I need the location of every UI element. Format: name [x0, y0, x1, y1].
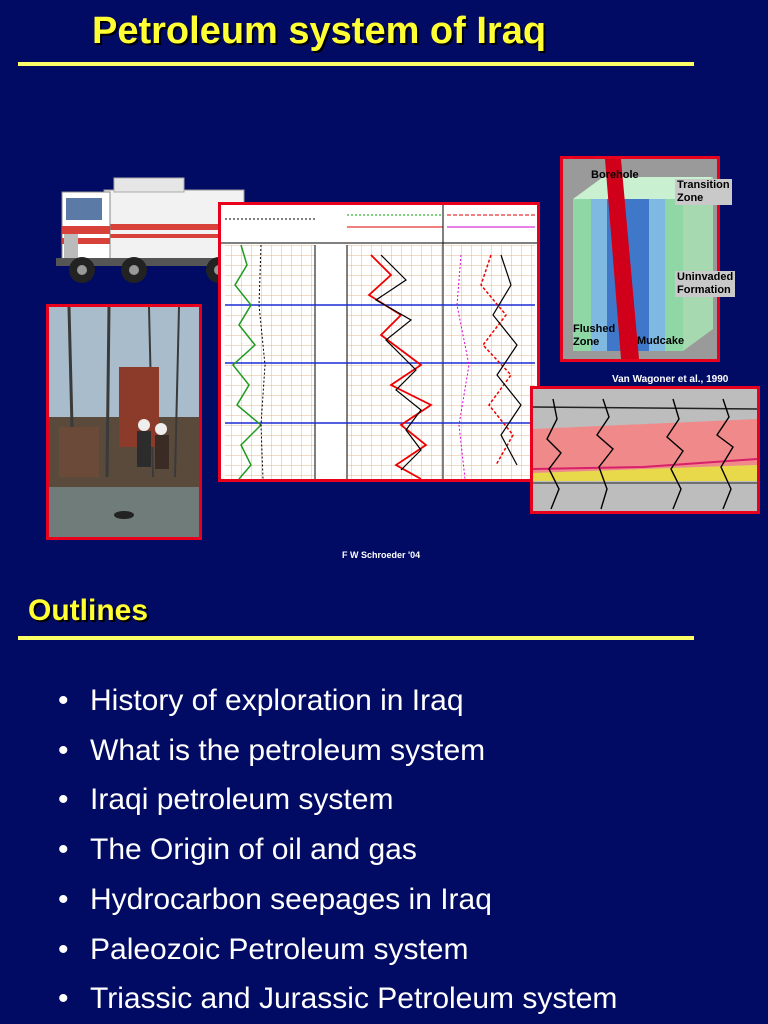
well-log-chart — [218, 202, 540, 482]
outline-item-text: Triassic and Jurassic Petroleum system — [90, 982, 618, 1016]
outline-item — [58, 875, 617, 925]
section-heading: Outlines — [28, 594, 149, 627]
slide-title: Petroleum system of Iraq — [92, 10, 547, 52]
outline-item — [58, 825, 617, 875]
bullet-glyph: • — [58, 783, 69, 817]
image-credit: F W Schroeder '04 — [342, 550, 421, 560]
outline-item-text: Hydrocarbon seepages in Iraq — [90, 882, 492, 916]
title-underline — [18, 62, 694, 66]
label-borehole: Borehole — [591, 169, 639, 181]
label-uninvaded-formation: Uninvaded Formation — [677, 271, 734, 296]
drilling-rig-photo — [46, 304, 202, 540]
outline-item — [58, 974, 617, 1024]
borehole-invasion-diagram — [560, 156, 734, 362]
outline-item-text: What is the petroleum system — [90, 733, 486, 767]
outline-item — [58, 676, 617, 726]
outline-item — [58, 726, 617, 776]
outline-item — [58, 775, 617, 825]
bullet-glyph: • — [58, 882, 69, 916]
label-transition-zone: Transition Zone — [677, 179, 730, 204]
bullet-glyph: • — [58, 982, 69, 1016]
bullet-glyph: • — [58, 833, 69, 867]
bullet-glyph: • — [58, 932, 69, 966]
outline-item-text: Iraqi petroleum system — [90, 783, 394, 817]
bullet-glyph: • — [58, 733, 69, 767]
outline-item — [58, 925, 617, 975]
label-flushed-zone: Flushed Zone — [573, 323, 616, 348]
outline-item-text: The Origin of oil and gas — [90, 833, 417, 867]
outline-item-text: Paleozoic Petroleum system — [90, 932, 469, 966]
outline-list — [58, 676, 617, 1024]
outline-item-text: History of exploration in Iraq — [90, 684, 464, 717]
section-underline — [18, 636, 694, 640]
bullet-glyph: • — [58, 684, 69, 717]
label-mudcake: Mudcake — [637, 335, 685, 347]
log-correlation-section — [530, 386, 760, 514]
figure-citation: Van Wagoner et al., 1990 — [612, 374, 729, 385]
